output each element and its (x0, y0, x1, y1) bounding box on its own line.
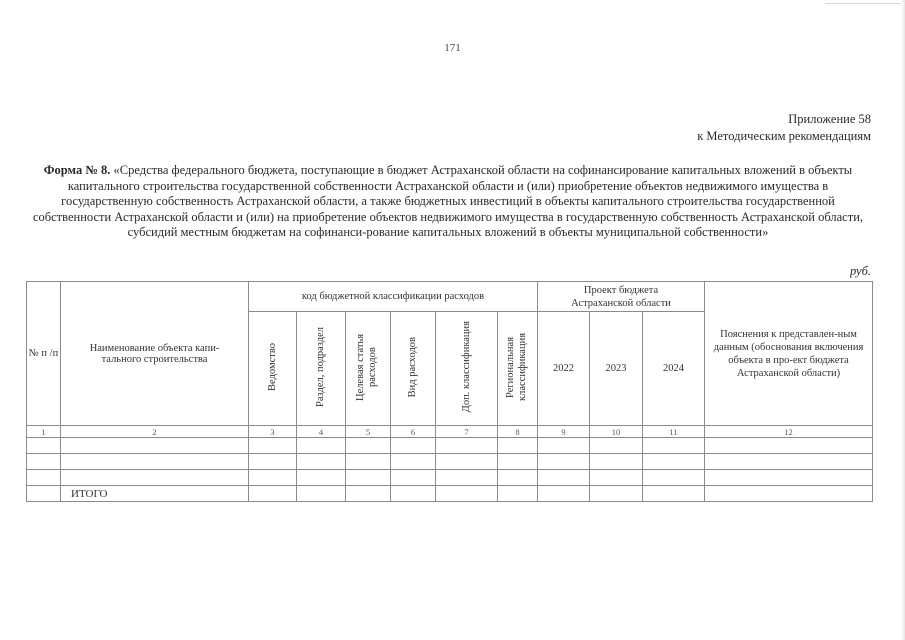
form-title-text: «Средства федерального бюджета, поступающие в бюджет Астраханской области на софинансирование капитальных вложений в объекты капитального строительства государственной собственности Астраханской области и (или) приобретение объектов недвижимого имущества в государственную собственность Астраханской области, а также бюджетных инвестиций в объекты капитального строительства государственной собственности Астраханской области и (или) на приобретение объектов недвижимого имущества в государственную собственность Астраханской области, субсидий местным бюджетам на софинанси-рование капитальных вложений в объекты муниципальной собственности» (32, 163, 864, 239)
page-number: 171 (444, 42, 461, 54)
column-number: 8 (498, 426, 538, 438)
table-header-row-1 (27, 282, 873, 312)
column-number: 2 (61, 426, 249, 438)
header-department: Ведомство (249, 312, 297, 426)
budget-table (26, 281, 873, 502)
scan-artifact-line (825, 3, 905, 4)
header-expense-type: Вид расходов (391, 312, 436, 426)
column-number: 1 (27, 426, 61, 438)
total-row (27, 486, 873, 502)
total-label: ИТОГО (61, 486, 249, 502)
column-number: 9 (538, 426, 590, 438)
header-section: Раздел, подраздел (297, 312, 346, 426)
column-number: 3 (249, 426, 297, 438)
column-number: 4 (297, 426, 346, 438)
header-year-2022: 2022 (538, 312, 590, 426)
appendix-line-1: Приложение 58 (788, 112, 871, 126)
header-regional-classification: Региональная классификация (498, 312, 538, 426)
header-object-name: Наименование объекта капи-тального строительства (61, 282, 249, 426)
header-budget-project: Проект бюджета Астраханской области (538, 282, 705, 312)
column-number: 12 (705, 426, 873, 438)
header-year-2023: 2023 (590, 312, 643, 426)
table-row (27, 438, 873, 454)
column-number: 6 (391, 426, 436, 438)
form-title (24, 163, 872, 241)
column-numbers-row (27, 426, 873, 438)
form-number: Форма № 8. (43, 163, 111, 177)
header-year-2024: 2024 (643, 312, 705, 426)
scan-edge-shadow (901, 0, 905, 640)
header-classification-group: код бюджетной классификации расходов (249, 282, 538, 312)
column-number: 10 (590, 426, 643, 438)
header-target-article: Целевая статья расходов (346, 312, 391, 426)
table-row (27, 470, 873, 486)
appendix-reference (697, 111, 871, 145)
header-explanation: Пояснения к представлен-ным данным (обоснования включения объекта в про-ект бюджета Астраханской области) (705, 282, 873, 426)
table-row (27, 454, 873, 470)
column-number: 11 (643, 426, 705, 438)
column-number: 5 (346, 426, 391, 438)
column-number: 7 (436, 426, 498, 438)
appendix-line-2: к Методическим рекомендациям (697, 129, 871, 143)
header-row-number: № п /п (27, 282, 61, 426)
header-additional-classification: Доп. классификация (436, 312, 498, 426)
currency-unit: руб. (849, 264, 871, 278)
